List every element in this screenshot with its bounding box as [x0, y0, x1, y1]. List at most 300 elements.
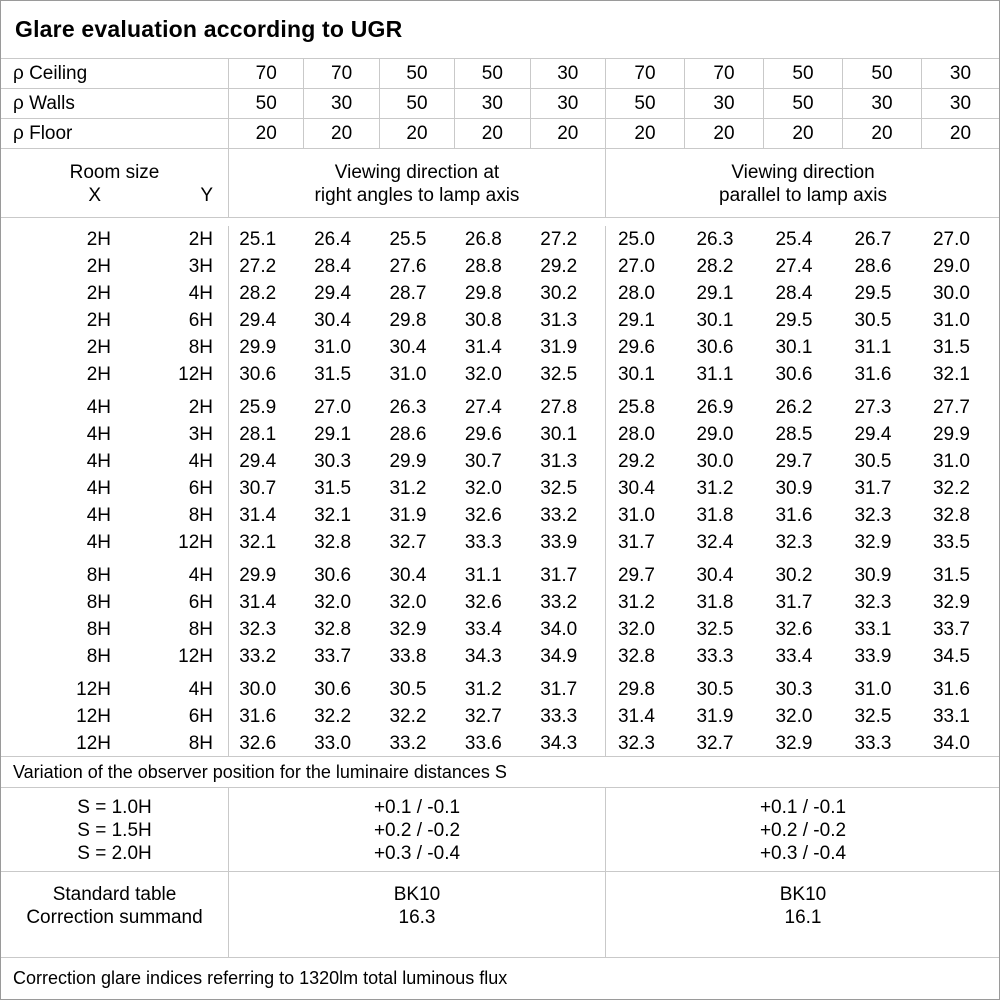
ugr-value-cell: 30.9 — [854, 564, 892, 586]
ugr-value-cell: 32.8 — [605, 643, 684, 670]
ugr-value-cell: 30.5 — [854, 309, 892, 331]
ugr-value-cell: 31.1 — [854, 336, 892, 358]
ugr-value-cell: 32.9 — [932, 591, 970, 613]
group-header-parallel — [605, 149, 1000, 217]
ugr-value-cell: 30.0 — [228, 676, 303, 703]
ugr-value-cell: 28.2 — [696, 255, 734, 277]
room-size-cell — [1, 475, 228, 502]
ugr-value-cell: 34.3 — [464, 645, 502, 667]
room-size-x-value: 8H — [86, 645, 111, 667]
room-size-x-value: 2H — [86, 309, 111, 331]
room-size-y-value: 8H — [188, 336, 213, 358]
table-row — [1, 475, 999, 502]
room-size-y-value: 4H — [188, 450, 213, 472]
table-row — [1, 226, 999, 253]
spacing-value: +0.2 / -0.2 — [373, 820, 461, 841]
ugr-value-cell: 33.2 — [389, 732, 427, 754]
ugr-value-cell: 30.1 — [605, 361, 684, 388]
reflectance-value-cell: 50 — [454, 59, 529, 88]
ugr-value-cell: 29.6 — [605, 334, 684, 361]
room-size-y-value: 2H — [188, 396, 213, 418]
room-size-cell — [1, 280, 228, 307]
title-row — [1, 1, 999, 59]
ugr-value-cell: 29.1 — [605, 307, 684, 334]
ugr-value-cell: 25.0 — [605, 226, 684, 253]
room-size-y-value: 6H — [188, 591, 213, 613]
ugr-value-cell: 32.0 — [464, 363, 502, 385]
reflectance-value-cell: 50 — [605, 89, 684, 118]
ugr-value-cell: 29.2 — [605, 448, 684, 475]
ugr-value-cell: 31.6 — [228, 703, 303, 730]
ugr-value-cell: 32.6 — [464, 591, 502, 613]
reflectance-value-cell: 30 — [684, 89, 763, 118]
ugr-value-cell: 30.7 — [464, 450, 502, 472]
reflectance-value-cell: 30 — [530, 59, 605, 88]
room-size-cell — [1, 589, 228, 616]
ugr-value-cell: 30.5 — [389, 678, 427, 700]
ugr-value-cell: 29.7 — [605, 562, 684, 589]
room-size-x-value: 12H — [76, 732, 111, 754]
ugr-value-cell: 31.8 — [696, 504, 734, 526]
ugr-value-cell: 29.4 — [228, 448, 303, 475]
ugr-value-cell: 26.3 — [696, 228, 734, 250]
ugr-value-cell: 29.4 — [314, 282, 352, 304]
ugr-value-cell: 25.1 — [228, 226, 303, 253]
standard-label: Correction summand — [26, 907, 203, 928]
ugr-value-cell: 30.0 — [696, 450, 734, 472]
ugr-value-cell: 30.6 — [696, 336, 734, 358]
room-size-y-value: 6H — [188, 477, 213, 499]
ugr-value-cell: 27.8 — [540, 396, 578, 418]
ugr-value-cell: 26.8 — [464, 228, 502, 250]
reflectance-value-cell: 20 — [763, 119, 842, 148]
ugr-value-cell: 33.2 — [540, 591, 578, 613]
spacing-label: S = 1.5H — [77, 820, 152, 841]
ugr-value-cell: 28.1 — [228, 421, 303, 448]
ugr-value-cell: 26.7 — [854, 228, 892, 250]
ugr-value-cell: 31.0 — [932, 450, 970, 472]
room-size-x-value: 12H — [76, 705, 111, 727]
room-size-x-value: 2H — [86, 228, 111, 250]
ugr-value-cell: 31.8 — [696, 591, 734, 613]
reflectance-value-cell: 70 — [303, 59, 378, 88]
ugr-value-cell: 29.9 — [228, 562, 303, 589]
ugr-value-cell: 31.4 — [228, 589, 303, 616]
ugr-value-cell: 25.9 — [228, 394, 303, 421]
room-size-x-value: 12H — [76, 678, 111, 700]
ugr-value-cell: 30.1 — [696, 309, 734, 331]
room-size-y-value: 8H — [188, 504, 213, 526]
ugr-value-cell: 30.3 — [775, 678, 813, 700]
table-row — [1, 730, 999, 757]
ugr-value-cell: 31.1 — [464, 564, 502, 586]
group-header-line: Viewing direction at — [334, 162, 500, 183]
ugr-value-cell: 29.9 — [932, 423, 970, 445]
ugr-value-cell: 33.1 — [854, 618, 892, 640]
reflectance-table — [1, 59, 999, 149]
room-size-cell — [1, 502, 228, 529]
reflectance-value-cell: 30 — [842, 89, 921, 118]
ugr-value-cell: 31.5 — [314, 363, 352, 385]
ugr-value-cell: 32.6 — [775, 618, 813, 640]
ugr-value-cell: 29.1 — [696, 282, 734, 304]
reflectance-row — [1, 59, 999, 89]
ugr-value-cell: 33.7 — [932, 618, 970, 640]
spacing-value: +0.1 / -0.1 — [759, 797, 847, 818]
ugr-value-cell: 31.2 — [389, 477, 427, 499]
room-size-title: Room size — [69, 162, 160, 183]
ugr-value-cell: 26.2 — [775, 396, 813, 418]
table-row — [1, 529, 999, 556]
ugr-value-cell: 28.6 — [854, 255, 892, 277]
ugr-value-cell: 30.4 — [314, 309, 352, 331]
ugr-value-cell: 25.4 — [775, 228, 813, 250]
ugr-value-cell: 32.1 — [228, 529, 303, 556]
reflectance-row — [1, 89, 999, 119]
room-size-cell — [1, 562, 228, 589]
room-size-x-header: X — [88, 185, 101, 206]
ugr-value-cell: 32.3 — [228, 616, 303, 643]
table-row — [1, 421, 999, 448]
standard-block — [1, 872, 999, 958]
spacing-value: +0.2 / -0.2 — [759, 820, 847, 841]
ugr-value-cell: 30.5 — [854, 450, 892, 472]
ugr-value-cell: 32.2 — [314, 705, 352, 727]
ugr-value-cell: 33.3 — [464, 531, 502, 553]
table-row — [1, 589, 999, 616]
reflectance-value-cell: 30 — [530, 89, 605, 118]
ugr-value-cell: 33.0 — [314, 732, 352, 754]
ugr-value-cell: 31.5 — [932, 564, 970, 586]
ugr-value-cell: 34.5 — [932, 645, 970, 667]
ugr-value-cell: 31.4 — [464, 336, 502, 358]
ugr-value-cell: 29.5 — [854, 282, 892, 304]
ugr-value-cell: 33.8 — [389, 645, 427, 667]
ugr-value-cell: 31.7 — [540, 678, 578, 700]
ugr-value-cell: 33.6 — [464, 732, 502, 754]
ugr-value-cell: 32.3 — [775, 531, 813, 553]
room-size-x-value: 2H — [86, 282, 111, 304]
room-size-cell — [1, 307, 228, 334]
ugr-value-cell: 32.4 — [696, 531, 734, 553]
room-size-cell — [1, 253, 228, 280]
ugr-value-cell: 32.1 — [932, 363, 970, 385]
ugr-value-cell: 29.5 — [775, 309, 813, 331]
ugr-value-cell: 28.6 — [389, 423, 427, 445]
reflectance-value-cell: 70 — [228, 59, 303, 88]
ugr-value-cell: 32.5 — [540, 363, 578, 385]
standard-value: BK10 — [779, 884, 827, 905]
ugr-value-cell: 32.0 — [605, 616, 684, 643]
ugr-value-cell: 30.3 — [314, 450, 352, 472]
standard-label: Standard table — [52, 884, 177, 905]
room-size-x-value: 8H — [86, 618, 111, 640]
reflectance-value-cell: 20 — [684, 119, 763, 148]
ugr-value-cell: 30.2 — [775, 564, 813, 586]
ugr-value-cell: 29.0 — [696, 423, 734, 445]
reflectance-value-cell: 70 — [605, 59, 684, 88]
variation-note: Variation of the observer position for the luminaire distances S — [1, 757, 999, 788]
spacing-values-right-angles — [228, 788, 605, 871]
ugr-value-cell: 31.0 — [314, 336, 352, 358]
ugr-value-cell: 31.4 — [228, 502, 303, 529]
ugr-value-cell: 33.3 — [854, 732, 892, 754]
table-row — [1, 562, 999, 589]
room-size-x-value: 8H — [86, 591, 111, 613]
reflectance-value-cell: 20 — [454, 119, 529, 148]
ugr-value-cell: 30.4 — [605, 475, 684, 502]
ugr-value-cell: 29.7 — [775, 450, 813, 472]
reflectance-row-label: ρ Ceiling — [13, 62, 88, 84]
ugr-value-cell: 33.4 — [775, 645, 813, 667]
spacing-label: S = 2.0H — [77, 843, 152, 864]
ugr-value-cell: 29.4 — [854, 423, 892, 445]
standard-value: 16.1 — [784, 907, 822, 928]
ugr-value-cell: 31.1 — [696, 363, 734, 385]
ugr-value-cell: 33.3 — [696, 645, 734, 667]
ugr-value-cell: 32.3 — [605, 730, 684, 757]
room-size-x-value: 2H — [86, 336, 111, 358]
ugr-value-cell: 32.0 — [464, 477, 502, 499]
reflectance-value-cell: 50 — [379, 59, 454, 88]
room-size-y-value: 12H — [178, 363, 213, 385]
ugr-value-cell: 28.0 — [605, 421, 684, 448]
ugr-value-cell: 30.4 — [389, 336, 427, 358]
ugr-value-cell: 33.5 — [932, 531, 970, 553]
table-row — [1, 703, 999, 730]
standard-value: 16.3 — [398, 907, 436, 928]
ugr-value-cell: 27.4 — [775, 255, 813, 277]
ugr-value-cell: 32.7 — [389, 531, 427, 553]
room-size-y-value: 4H — [188, 564, 213, 586]
room-size-x-value: 4H — [86, 504, 111, 526]
spacing-value: +0.1 / -0.1 — [373, 797, 461, 818]
table-row — [1, 334, 999, 361]
ugr-value-cell: 27.0 — [605, 253, 684, 280]
ugr-value-cell: 31.5 — [314, 477, 352, 499]
room-size-x-value: 2H — [86, 255, 111, 277]
ugr-value-cell: 30.6 — [228, 361, 303, 388]
ugr-value-cell: 28.2 — [228, 280, 303, 307]
ugr-value-cell: 29.0 — [932, 255, 970, 277]
ugr-value-cell: 32.5 — [696, 618, 734, 640]
reflectance-row — [1, 119, 999, 149]
spacing-label: S = 1.0H — [77, 797, 152, 818]
spacing-value: +0.3 / -0.4 — [759, 843, 847, 864]
ugr-value-cell: 34.0 — [540, 618, 578, 640]
room-size-cell — [1, 730, 228, 757]
ugr-value-cell: 31.3 — [540, 450, 578, 472]
standard-labels — [1, 872, 228, 957]
reflectance-value-cell: 20 — [842, 119, 921, 148]
reflectance-value-cell: 50 — [763, 89, 842, 118]
table-header-row — [1, 149, 999, 218]
room-size-x-value: 4H — [86, 531, 111, 553]
ugr-value-cell: 32.3 — [854, 591, 892, 613]
ugr-value-cell: 30.9 — [775, 477, 813, 499]
room-size-y-value: 8H — [188, 618, 213, 640]
ugr-value-cell: 30.6 — [775, 363, 813, 385]
room-size-cell — [1, 448, 228, 475]
ugr-value-cell: 29.8 — [605, 676, 684, 703]
ugr-value-cell: 32.0 — [775, 705, 813, 727]
ugr-value-cell: 32.8 — [314, 618, 352, 640]
group-header-line: parallel to lamp axis — [719, 185, 887, 206]
reflectance-value-cell: 20 — [228, 119, 303, 148]
table-row — [1, 616, 999, 643]
room-size-cell — [1, 529, 228, 556]
room-size-y-value: 3H — [188, 255, 213, 277]
reflectance-value-cell: 70 — [684, 59, 763, 88]
spacing-labels — [1, 788, 228, 871]
ugr-value-cell: 30.4 — [389, 564, 427, 586]
ugr-value-cell: 27.3 — [854, 396, 892, 418]
reflectance-value-cell: 50 — [379, 89, 454, 118]
ugr-value-cell: 32.3 — [854, 504, 892, 526]
room-size-x-value: 2H — [86, 363, 111, 385]
ugr-value-cell: 32.5 — [540, 477, 578, 499]
ugr-value-cell: 32.9 — [389, 618, 427, 640]
reflectance-value-cell: 20 — [530, 119, 605, 148]
standard-values-right-angles — [228, 872, 605, 957]
room-size-cell — [1, 226, 228, 253]
ugr-value-cell: 31.0 — [389, 363, 427, 385]
ugr-value-cell: 32.8 — [932, 504, 970, 526]
ugr-value-cell: 34.3 — [540, 732, 578, 754]
ugr-value-cell: 31.7 — [775, 591, 813, 613]
ugr-value-cell: 29.2 — [540, 255, 578, 277]
reflectance-value-cell: 50 — [228, 89, 303, 118]
ugr-value-cell: 26.3 — [389, 396, 427, 418]
reflectance-value-cell: 20 — [605, 119, 684, 148]
reflectance-value-cell: 30 — [303, 89, 378, 118]
ugr-value-cell: 29.1 — [314, 423, 352, 445]
ugr-value-cell: 28.0 — [605, 280, 684, 307]
ugr-value-cell: 29.8 — [389, 309, 427, 331]
room-size-y-header: Y — [200, 185, 213, 206]
ugr-value-cell: 32.7 — [696, 732, 734, 754]
reflectance-value-cell: 50 — [842, 59, 921, 88]
ugr-value-cell: 33.7 — [314, 645, 352, 667]
ugr-value-cell: 30.2 — [540, 282, 578, 304]
ugr-value-cell: 28.4 — [314, 255, 352, 277]
ugr-value-cell: 32.0 — [389, 591, 427, 613]
spacing-block — [1, 788, 999, 872]
ugr-value-cell: 32.2 — [389, 705, 427, 727]
room-size-y-value: 4H — [188, 282, 213, 304]
ugr-value-cell: 31.2 — [464, 678, 502, 700]
ugr-value-cell: 26.4 — [314, 228, 352, 250]
ugr-value-cell: 28.7 — [389, 282, 427, 304]
reflectance-value-cell: 30 — [921, 89, 999, 118]
ugr-value-cell: 27.4 — [464, 396, 502, 418]
ugr-value-cell: 31.2 — [605, 589, 684, 616]
ugr-value-cell: 32.7 — [464, 705, 502, 727]
ugr-value-cell: 29.9 — [389, 450, 427, 472]
ugr-value-cell: 27.2 — [228, 253, 303, 280]
ugr-value-cell: 27.2 — [540, 228, 578, 250]
ugr-value-cell: 31.7 — [540, 564, 578, 586]
ugr-value-cell: 30.8 — [464, 309, 502, 331]
reflectance-value-cell: 20 — [921, 119, 999, 148]
ugr-value-cell: 32.6 — [228, 730, 303, 757]
room-size-y-value: 4H — [188, 678, 213, 700]
ugr-value-cell: 34.9 — [540, 645, 578, 667]
footer-note: Correction glare indices referring to 1320lm total luminous flux — [13, 968, 508, 988]
room-size-x-value: 4H — [86, 396, 111, 418]
table-row — [1, 253, 999, 280]
ugr-value-cell: 31.0 — [932, 309, 970, 331]
room-size-y-value: 12H — [178, 531, 213, 553]
room-size-cell — [1, 394, 228, 421]
room-size-y-value: 6H — [188, 705, 213, 727]
reflectance-value-cell: 50 — [763, 59, 842, 88]
ugr-value-cell: 31.0 — [605, 502, 684, 529]
room-size-y-value: 3H — [188, 423, 213, 445]
ugr-value-cell: 34.0 — [932, 732, 970, 754]
room-size-y-value: 8H — [188, 732, 213, 754]
ugr-value-cell: 31.5 — [932, 336, 970, 358]
table-row — [1, 361, 999, 388]
ugr-value-cell: 31.6 — [854, 363, 892, 385]
ugr-value-cell: 30.6 — [314, 564, 352, 586]
room-size-axes — [1, 184, 228, 207]
ugr-value-cell: 32.0 — [314, 591, 352, 613]
reflectance-value-cell: 20 — [379, 119, 454, 148]
spacing-value: +0.3 / -0.4 — [373, 843, 461, 864]
ugr-value-cell: 31.4 — [605, 703, 684, 730]
room-size-y-value: 2H — [188, 228, 213, 250]
ugr-value-cell: 33.9 — [540, 531, 578, 553]
ugr-value-cell: 27.7 — [932, 396, 970, 418]
ugr-value-cell: 28.5 — [775, 423, 813, 445]
ugr-value-cell: 31.3 — [540, 309, 578, 331]
reflectance-row-label: ρ Floor — [13, 122, 73, 144]
reflectance-value-cell: 30 — [921, 59, 999, 88]
table-row — [1, 643, 999, 670]
ugr-value-cell: 33.3 — [540, 705, 578, 727]
table-row — [1, 394, 999, 421]
ugr-value-cell: 32.6 — [464, 504, 502, 526]
ugr-value-cell: 33.2 — [228, 643, 303, 670]
table-row — [1, 676, 999, 703]
table-row — [1, 307, 999, 334]
page-title: Glare evaluation according to UGR — [15, 16, 403, 42]
standard-value: BK10 — [393, 884, 441, 905]
ugr-value-cell: 30.5 — [696, 678, 734, 700]
ugr-value-cell: 29.8 — [464, 282, 502, 304]
ugr-value-cell: 31.6 — [932, 678, 970, 700]
ugr-value-cell: 32.2 — [932, 477, 970, 499]
ugr-value-cell: 30.1 — [540, 423, 578, 445]
room-size-x-value: 4H — [86, 450, 111, 472]
room-size-x-value: 4H — [86, 423, 111, 445]
table-row — [1, 502, 999, 529]
ugr-value-cell: 31.7 — [605, 529, 684, 556]
reflectance-row-label: ρ Walls — [13, 92, 75, 114]
room-size-cell — [1, 361, 228, 388]
ugr-value-cell: 30.0 — [932, 282, 970, 304]
ugr-data-table — [1, 218, 999, 757]
ugr-value-cell: 27.0 — [932, 228, 970, 250]
ugr-value-cell: 31.6 — [775, 504, 813, 526]
room-size-cell — [1, 616, 228, 643]
ugr-value-cell: 32.1 — [314, 504, 352, 526]
ugr-value-cell: 30.4 — [696, 564, 734, 586]
ugr-value-cell: 29.4 — [228, 307, 303, 334]
table-row — [1, 448, 999, 475]
reflectance-value-cell: 30 — [454, 89, 529, 118]
